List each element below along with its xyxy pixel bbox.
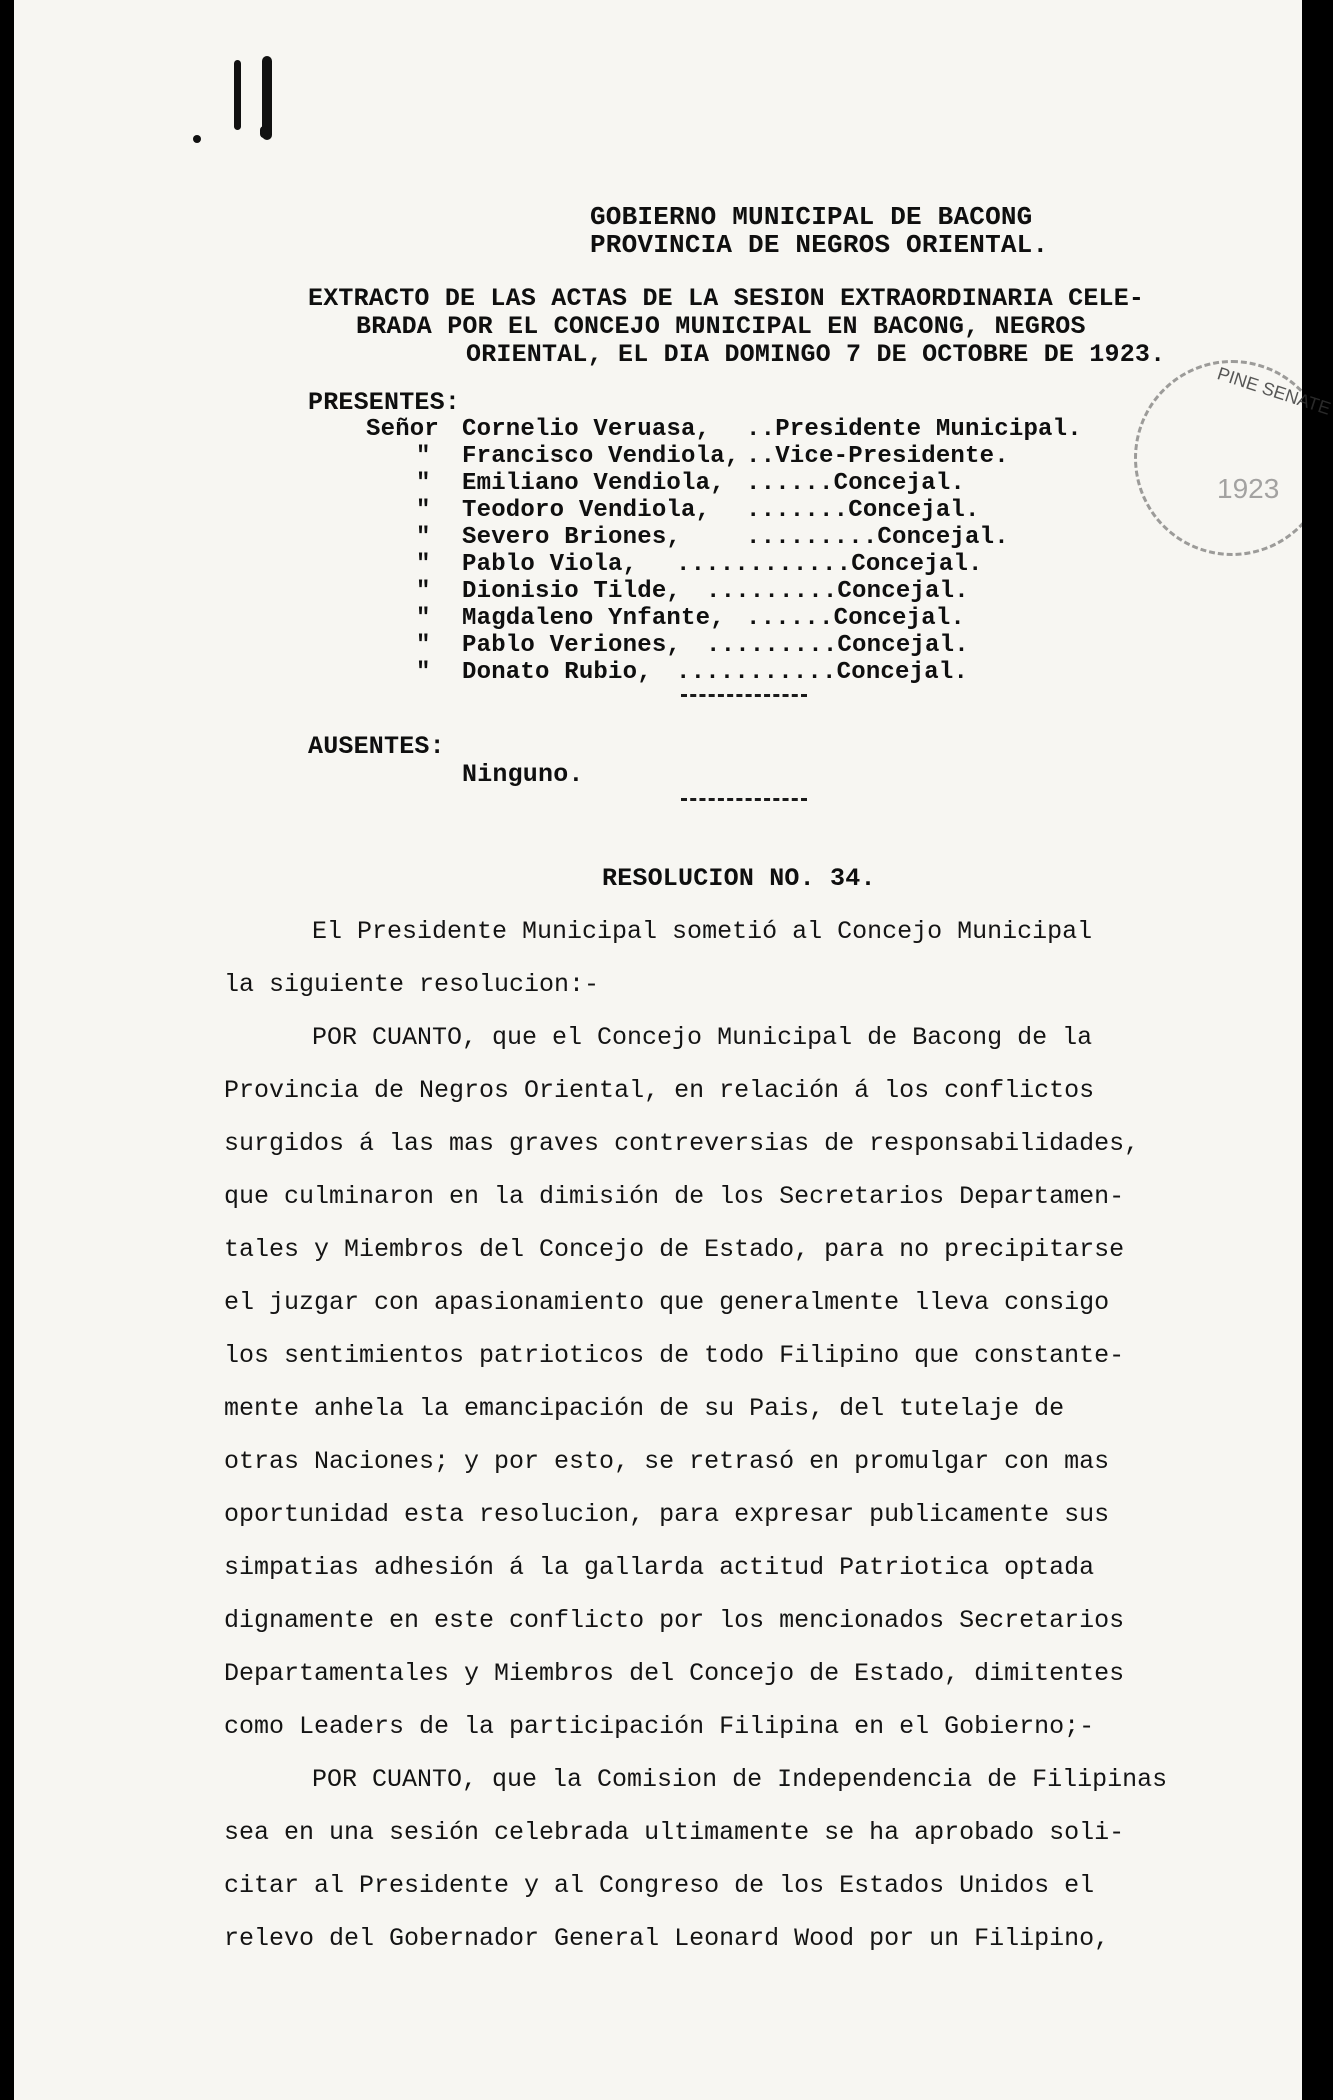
presentes-label: PRESENTES: [308,388,461,417]
stamp-seal [1134,360,1333,556]
attendee-role: ......Concejal. [746,605,966,632]
attendee-name: Cornelio Veruasa, [462,416,711,443]
body-line: como Leaders de la participación Filipina en el Gobierno;- [224,1712,1095,1741]
body-line: Provincia de Negros Oriental, en relación á los conflictos [224,1076,1095,1105]
body-line: la siguiente resolucion:- [224,970,600,999]
attendee-name: Severo Briones, [462,524,682,551]
extract-line-1: EXTRACTO DE LAS ACTAS DE LA SESION EXTRAORDINARIA CELE- [308,284,1145,313]
extract-line-2: BRADA POR EL CONCEJO MUNICIPAL EN BACONG, NEGROS [356,312,1086,341]
body-line: simpatias adhesión á la gallarda actitud Patriotica optada [224,1553,1095,1582]
body-line: POR CUANTO, que el Concejo Municipal de Bacong de la [312,1023,1093,1052]
attendee-honorific: " [416,497,431,524]
attendee-name: Dionisio Tilde, [462,578,682,605]
body-line: sea en una sesión celebrada ultimamente se ha aprobado soli- [224,1818,1125,1847]
attendee-honorific: " [416,578,431,605]
stamp-text: PINE SENATE [1214,363,1333,419]
attendee-honorific: " [416,551,431,578]
attendee-honorific: Señor [366,416,440,443]
body-line: citar al Presidente y al Congreso de los Estados Unidos el [224,1871,1095,1900]
attendee-role: ..Vice-Presidente. [746,443,1009,470]
attendee-name: Francisco Vendiola, [462,443,740,470]
body-line: tales y Miembros del Concejo de Estado, para no precipitarse [224,1235,1125,1264]
resolution-title: RESOLUCION NO. 34. [602,864,876,893]
attendee-honorific: " [416,470,431,497]
attendee-role: ......Concejal. [746,470,966,497]
header-line-2: PROVINCIA DE NEGROS ORIENTAL. [590,230,1049,260]
body-line: mente anhela la emancipación de su Pais, del tutelaje de [224,1394,1065,1423]
attendee-role: ..Presidente Municipal. [746,416,1082,443]
attendee-honorific: " [416,605,431,632]
body-line: los sentimientos patrioticos de todo Filipino que constante- [224,1341,1125,1370]
section-divider [681,798,807,801]
ink-mark [234,60,241,130]
ink-mark [193,135,201,143]
body-line: relevo del Gobernador General Leonard Wood por un Filipino, [224,1924,1110,1953]
body-line: el juzgar con apasionamiento que generalmente lleva consigo [224,1288,1110,1317]
body-line: Departamentales y Miembros del Concejo de Estado, dimitentes [224,1659,1125,1688]
attendee-honorific: " [416,524,431,551]
attendee-name: Magdaleno Ynfante, [462,605,725,632]
body-line: surgidos á las mas graves contreversias de responsabilidades, [224,1129,1140,1158]
body-line: POR CUANTO, que la Comision de Independencia de Filipinas [312,1765,1168,1794]
attendee-name: Teodoro Vendiola, [462,497,711,524]
attendee-role: .........Concejal. [746,524,1009,551]
attendee-role: .........Concejal. [706,632,969,659]
stamp-number: 1923 [1217,473,1280,504]
attendee-honorific: " [416,632,431,659]
ausentes-label: AUSENTES: [308,732,445,761]
document-page [14,0,1333,2100]
attendee-honorific: " [416,659,431,686]
section-divider [681,694,807,697]
body-line: oportunidad esta resolucion, para expresar publicamente sus [224,1500,1110,1529]
ausentes-value: Ninguno. [462,760,584,789]
body-line: que culminaron en la dimisión de los Secretarios Departamen- [224,1182,1125,1211]
attendee-role: ...........Concejal. [676,659,969,686]
ink-mark [260,126,268,138]
body-line: dignamente en este conflicto por los mencionados Secretarios [224,1606,1125,1635]
attendee-honorific: " [416,443,431,470]
body-line: otras Naciones; y por esto, se retrasó en promulgar con mas [224,1447,1110,1476]
body-line: El Presidente Municipal sometió al Concejo Municipal [312,917,1093,946]
extract-line-3: ORIENTAL, EL DIA DOMINGO 7 DE OCTOBRE DE 1923. [466,340,1166,369]
attendee-role: .........Concejal. [706,578,969,605]
attendee-role: .......Concejal. [746,497,980,524]
attendee-name: Pablo Viola, [462,551,638,578]
attendee-name: Pablo Veriones, [462,632,682,659]
header-line-1: GOBIERNO MUNICIPAL DE BACONG [590,202,1033,232]
attendee-role: ............Concejal. [676,551,983,578]
attendee-name: Emiliano Vendiola, [462,470,725,497]
attendee-name: Donato Rubio, [462,659,652,686]
